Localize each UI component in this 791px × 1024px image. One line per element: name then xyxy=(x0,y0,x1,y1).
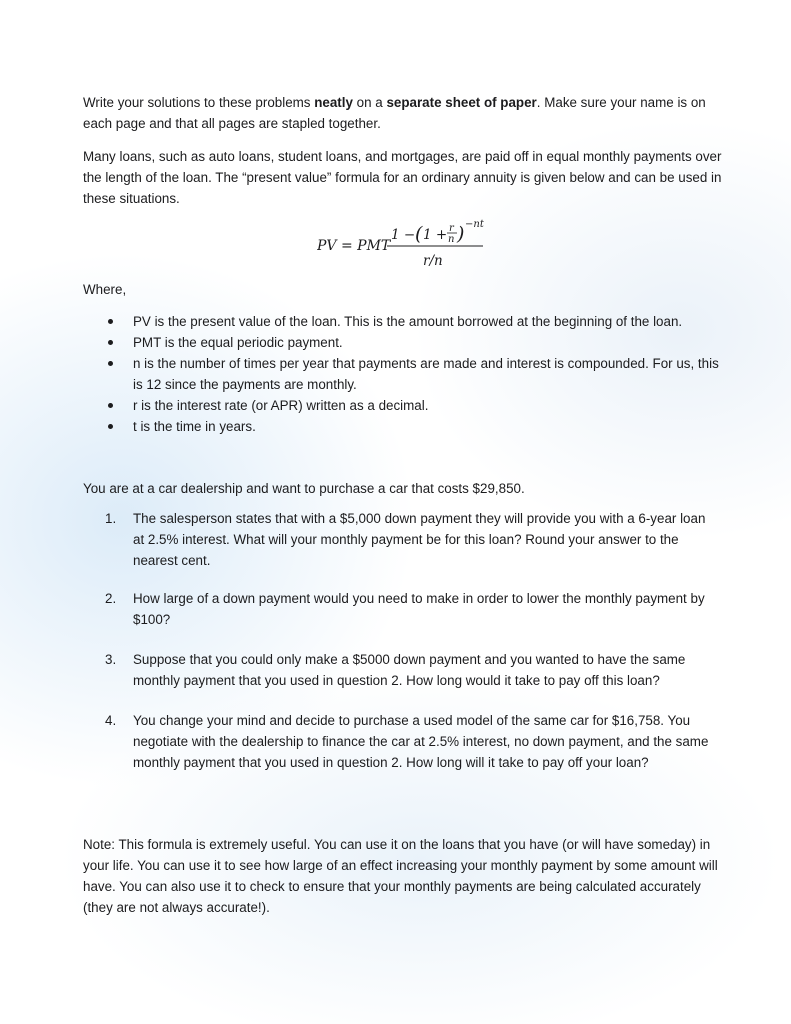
question-4 xyxy=(105,710,715,773)
question-number: 4. xyxy=(105,713,117,728)
instructions-text-1: Write your solutions to these problems xyxy=(83,95,315,110)
denominator: r/n xyxy=(423,253,443,269)
scenario-text: You are at a car dealership and want to purchase a car that costs $29,850. xyxy=(83,481,525,496)
question-2 xyxy=(105,588,715,630)
question-number: 3. xyxy=(105,652,117,667)
instructions-bold-neatly: neatly xyxy=(314,95,353,110)
inner-n: n xyxy=(448,234,455,245)
question-text: How large of a down payment would you need to make in order to lower the monthly payment by $100? xyxy=(133,591,705,627)
definition-pmt: PMT is the equal periodic payment. xyxy=(105,332,725,353)
instructions-paragraph xyxy=(83,92,723,134)
definitions-list xyxy=(105,311,725,437)
numerator-one: 1 − xyxy=(391,227,416,243)
question-text: The salesperson states that with a $5,000 down payment they will provide you with a 6-year loan at 2.5% interest. What will your monthly payment be for this loan? Round your answer to the nearest cent. xyxy=(133,511,706,568)
question-3 xyxy=(105,649,715,691)
formula-lhs: PV = PMT xyxy=(317,238,391,254)
question-number: 1. xyxy=(105,511,117,526)
instructions-text-2: on a xyxy=(352,95,387,110)
inner-r: r xyxy=(449,223,454,234)
note-paragraph: Note: This formula is extremely useful. You can use it on the loans that you have (or will have someday) in your life. You can use it to see how large of an effect increasing your monthly payment by some amount will have. You can also use it to check to ensure that your monthly payments are being calculated accurately (they are not always accurate!). xyxy=(83,837,718,915)
paren-inner-one: 1 + xyxy=(423,227,448,243)
question-number: 2. xyxy=(105,591,117,606)
present-value-formula xyxy=(317,219,492,275)
left-paren: ( xyxy=(415,223,423,245)
instructions-bold-separate-sheet: separate sheet of paper xyxy=(386,95,537,110)
question-text: Suppose that you could only make a $5000 down payment and you wanted to have the same monthly payment that you used in question 2. How long would it take to pay off this loan? xyxy=(133,652,686,688)
instructions-text-3: . Make sure your name is on each page and that all pages are stapled together. xyxy=(83,95,706,131)
loans-paragraph: Many loans, such as auto loans, student loans, and mortgages, are paid off in equal monthly payments over the length of the loan. The “present value” formula for an ordinary annuity is given below and can be used in these situations. xyxy=(83,149,722,206)
exponent: −nt xyxy=(465,219,484,230)
definition-n: n is the number of times per year that payments are made and interest is compounded. For us, this is 12 since the payments are monthly. xyxy=(105,353,725,395)
question-1 xyxy=(105,508,715,571)
formula-svg xyxy=(317,219,492,271)
question-text: You change your mind and decide to purchase a used model of the same car for $16,758. You negotiate with the dealership to finance the car at 2.5% interest, no down payment, and the same monthly payment that you used in question 2. How long will it take to pay off your loan? xyxy=(133,713,709,770)
right-paren: ) xyxy=(457,223,465,245)
where-label: Where, xyxy=(83,282,127,297)
definition-r: r is the interest rate (or APR) written as a decimal. xyxy=(105,395,725,416)
definition-pv: PV is the present value of the loan. This is the amount borrowed at the beginning of the loan. xyxy=(105,311,725,332)
definition-t: t is the time in years. xyxy=(105,416,725,437)
